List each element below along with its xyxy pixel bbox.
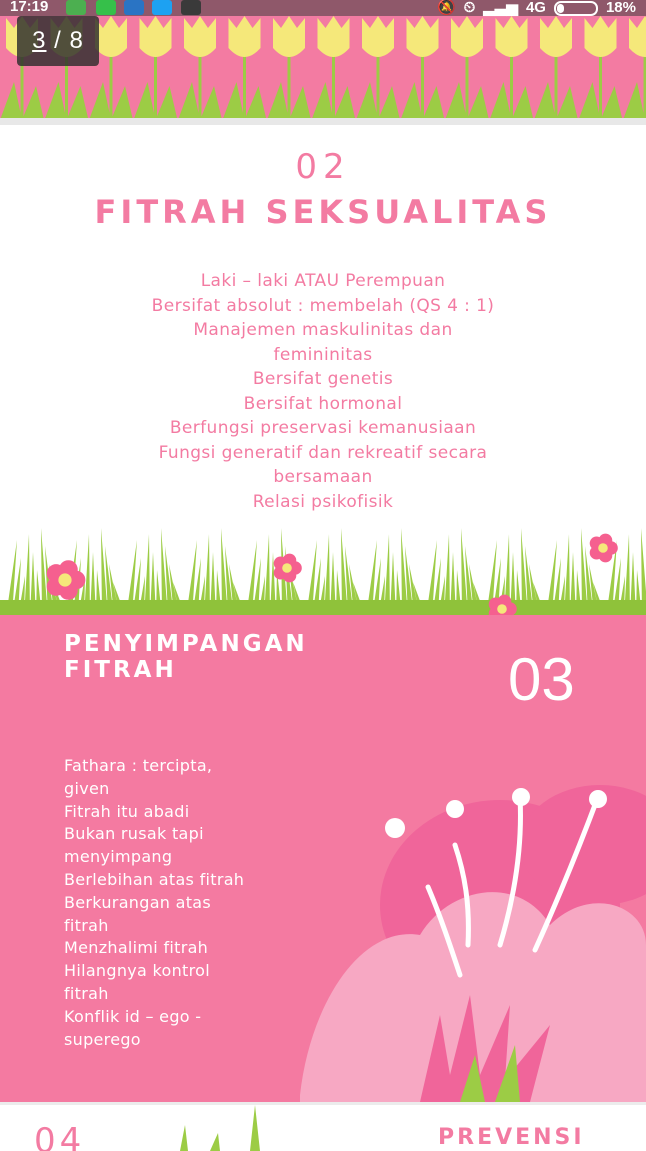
list-item: superego xyxy=(64,1029,264,1052)
battery-percent: 18% xyxy=(606,0,636,16)
slide-04-title: PREVENSI xyxy=(438,1125,585,1150)
page-indicator xyxy=(17,16,99,66)
status-time: 17:19 xyxy=(10,0,48,15)
slide-03 xyxy=(0,615,646,1102)
line-app-icon xyxy=(96,0,116,15)
tripadvisor-icon xyxy=(181,0,201,15)
slide-03-title xyxy=(64,631,308,683)
slide-04 xyxy=(0,1102,646,1151)
network-type: 4G xyxy=(526,0,546,16)
list-item: Fitrah itu abadi xyxy=(64,801,264,824)
slide-03-title-line: FITRAH xyxy=(64,657,308,683)
slide-02-title: FITRAH SEKSUALITAS xyxy=(0,193,646,231)
list-item: Bukan rusak tapi xyxy=(64,823,264,846)
list-item: Bersifat absolut : membelah (QS 4 : 1) xyxy=(140,294,506,319)
list-item: Konflik id – ego - xyxy=(64,1006,264,1029)
list-item: Manajemen maskulinitas dan xyxy=(140,318,506,343)
big-flower-illustration xyxy=(300,775,646,1102)
page-current: 3 xyxy=(32,27,46,55)
list-item: Fungsi generatif dan rekreatif secara xyxy=(140,441,506,466)
battery-icon xyxy=(554,1,598,16)
list-item: Menzhalimi fitrah xyxy=(64,937,264,960)
list-item: fitrah xyxy=(64,983,264,1006)
list-item: Fathara : tercipta, xyxy=(64,755,264,778)
slide-03-title-line: PENYIMPANGAN xyxy=(64,631,308,657)
list-item: bersamaan xyxy=(140,465,506,490)
mute-icon: 🔕 xyxy=(437,0,456,16)
slide-02 xyxy=(0,125,646,615)
list-item: Berlebihan atas fitrah xyxy=(64,869,264,892)
grass-illustration xyxy=(0,505,646,617)
alarm-icon: ⏲ xyxy=(464,0,476,16)
page-total: 8 xyxy=(70,27,84,55)
list-item: Berfungsi preservasi kemanusiaan xyxy=(140,416,506,441)
list-item: menyimpang xyxy=(64,846,264,869)
list-item: Relasi psikofisik xyxy=(140,490,506,515)
list-item: Berkurangan atas xyxy=(64,892,264,915)
list-item: Laki – laki ATAU Perempuan xyxy=(140,269,506,294)
list-item: given xyxy=(64,778,264,801)
list-item: femininitas xyxy=(140,343,506,368)
list-item: Hilangnya kontrol xyxy=(64,960,264,983)
slide-02-number: 02 xyxy=(0,147,646,187)
slide-03-number: 03 xyxy=(508,645,575,714)
slide-02-list xyxy=(140,269,506,514)
status-bar xyxy=(0,0,646,16)
app-notification-icon xyxy=(66,0,86,15)
grass-illustration xyxy=(0,1105,646,1151)
list-item: Bersifat genetis xyxy=(140,367,506,392)
list-item: fitrah xyxy=(64,915,264,938)
signal-icon: ▂▃▅ xyxy=(483,0,518,16)
list-item: Bersifat hormonal xyxy=(140,392,506,417)
slide-03-list xyxy=(64,755,264,1051)
page-separator: / xyxy=(46,27,69,55)
camera-app-icon xyxy=(124,0,144,15)
twitter-icon xyxy=(152,0,172,15)
slide-04-number: 04 xyxy=(34,1121,85,1151)
